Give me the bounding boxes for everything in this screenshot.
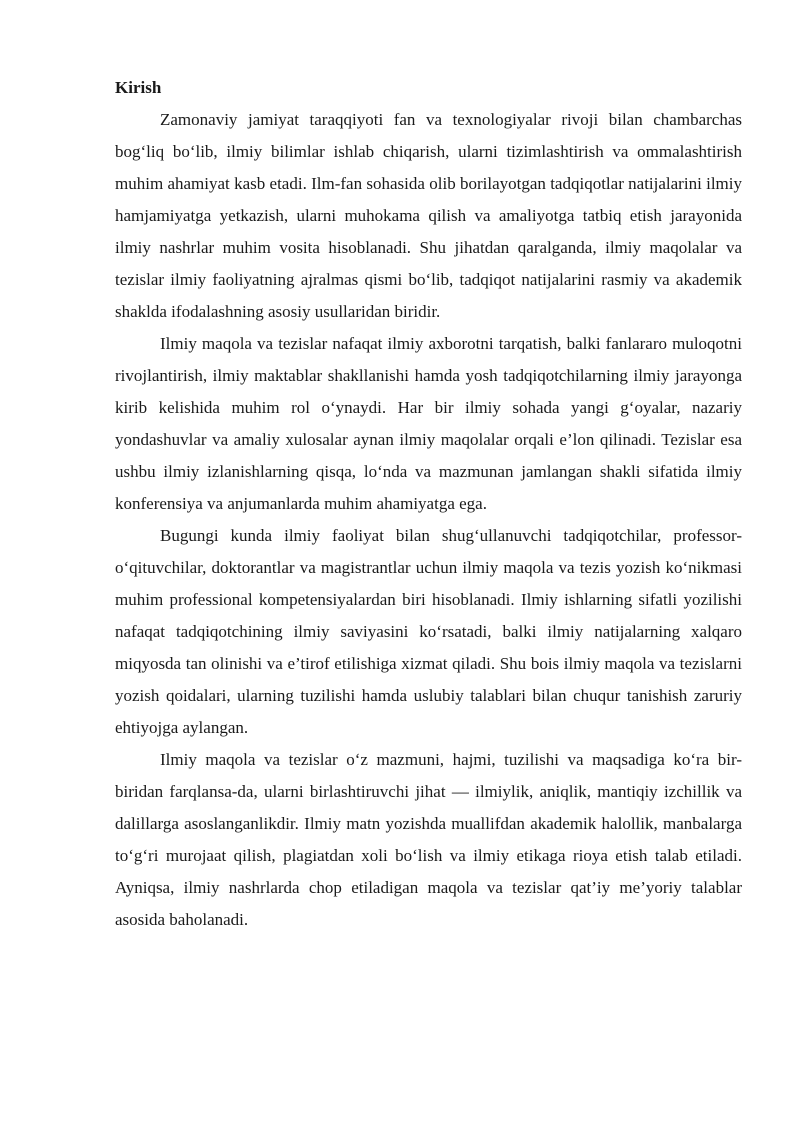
paragraph-3: Bugungi kunda ilmiy faoliyat bilan shug‘ullanuvchi tadqiqotchilar, professor-o‘qituvchilar, doktorantlar va magistrantlar uchun ilmiy maqola va tezis yozish ko‘nikmasi muhim professional kompetensiyalardan biri hisoblanadi. Ilmiy ishlarning sifatli yozilishi nafaqat tadqiqotchining ilmiy saviyasini ko‘rsatadi, balki ilmiy natijalarning xalqaro miqyosda tan olinishi va e’tirof etilishiga xizmat qiladi. Shu bois ilmiy maqola va tezislarni yozish qoidalari, ularning tuzilishi hamda uslubiy talablari bilan chuqur tanishish zaruriy ehtiyojga aylangan. — [115, 526, 742, 737]
paragraph-2: Ilmiy maqola va tezislar nafaqat ilmiy axborotni tarqatish, balki fanlararo muloqotni rivojlantirish, ilmiy maktablar shakllanishi hamda yosh tadqiqotchilarning ilmiy jarayonga kirib kelishida muhim rol o‘ynaydi. Har bir ilmiy sohada yangi g‘oyalar, nazariy yondashuvlar va amaliy xulosalar aynan ilmiy maqolalar orqali e’lon qilinadi. Tezislar esa ushbu ilmiy izlanishlarning qisqa, lo‘nda va mazmunan jamlangan shakli sifatida ilmiy konferensiya va anjumanlarda muhim ahamiyatga ega. — [115, 334, 742, 513]
paragraph-1: Zamonaviy jamiyat taraqqiyoti fan va texnologiyalar rivoji bilan chambarchas bog‘liq bo‘lib, ilmiy bilimlar ishlab chiqarish, ularni tizimlashtirish va ommalashtirish muhim ahamiyat kasb etadi. Ilm-fan sohasida olib borilayotgan tadqiqotlar natijalarini ilmiy hamjamiyatga yetkazish, ularni muhokama qilish va amaliyotga tatbiq etish jarayonida ilmiy nashrlar muhim vosita hisoblanadi. Shu jihatdan qaralganda, ilmiy maqolalar va tezislar ilmiy faoliyatning ajralmas qismi bo‘lib, tadqiqot natijalarini rasmiy va akademik shaklda ifodalashning asosiy usullaridan biridir. — [115, 110, 742, 321]
paragraph-4: Ilmiy maqola va tezislar o‘z mazmuni, hajmi, tuzilishi va maqsadiga ko‘ra bir-biridan farqlansa-da, ularni birlashtiruvchi jihat — ilmiylik, aniqlik, mantiqiy izchillik va dalillarga asoslanganlikdir. Ilmiy matn yozishda muallifdan akademik halollik, manbalarga to‘g‘ri murojaat qilish, plagiatdan xoli bo‘lish va ilmiy etikaga rioya etish talab etiladi. Ayniqsa, ilmiy nashrlarda chop etiladigan maqola va tezislar qat’iy me’yoriy talablar asosida baholanadi. — [115, 750, 742, 929]
document-page — [115, 72, 742, 936]
section-heading: Kirish — [115, 78, 162, 97]
